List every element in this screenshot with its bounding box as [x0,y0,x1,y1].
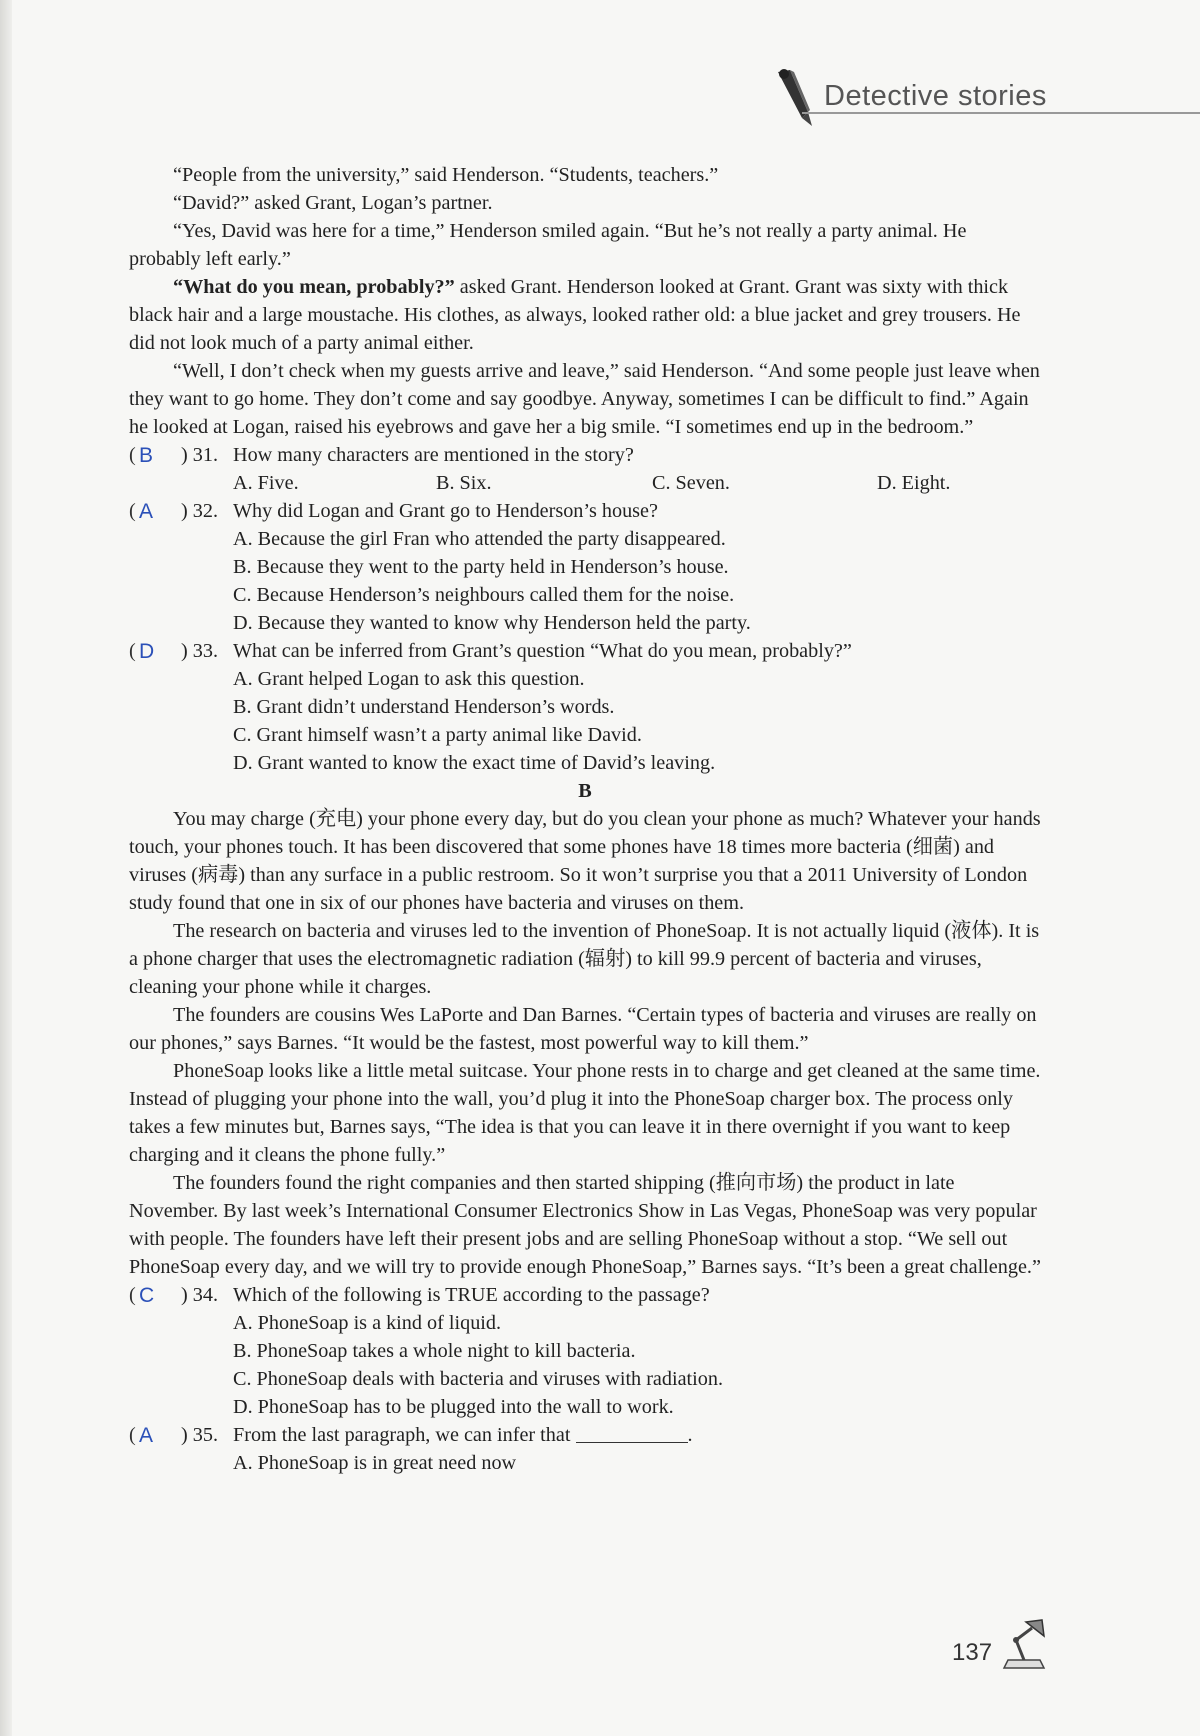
handwritten-answer: C [139,1284,155,1307]
question-number: ) 33. [181,640,219,662]
page-edge-shadow [0,0,12,1736]
question-number: ) 34. [181,1284,219,1306]
question-32 [129,497,1041,525]
handwritten-answer: A [139,1424,154,1447]
option: C. PhoneSoap deals with bacteria and viruses with radiation. [233,1368,724,1390]
question-34 [129,1281,1041,1309]
paragraph-text: asked Grant. Henderson looked at Grant. Grant was sixty with thick black hair and a large moustache. His clothes, as always, looked rather old: a blue jacket and grey trousers. He did not look much of a party animal either. [129,276,1021,354]
option: A. PhoneSoap is a kind of liquid. [233,1312,502,1334]
page-number: 137 [952,1639,993,1666]
paren: ( [129,1284,136,1306]
option: A. Because the girl Fran who attended the party disappeared. [233,528,726,550]
paragraph: “Yes, David was here for a time,” Henderson smiled again. “But he’s not really a party animal. He probably left early.” [129,220,967,270]
answer-box [129,637,155,665]
question-text-end: . [687,1424,693,1446]
paren: ( [129,1424,136,1446]
bold-quote: “What do you mean, probably?” [173,276,455,298]
option: A. PhoneSoap is in great need now [233,1452,517,1474]
header-rule [802,112,1200,114]
option: C. Grant himself wasn’t a party animal like David. [233,724,642,746]
page-header [772,68,1200,128]
paren: ( [129,640,136,662]
paragraph: PhoneSoap looks like a little metal suitcase. Your phone rests in to charge and get cleaned at the same time. Instead of plugging your phone into the wall, you’d plug it into the PhoneSoap charger box. The process only takes a few minutes but, Barnes says, “The idea is that you can leave it in there overnight if you want to keep charging and it cleans the phone fully.” [129,1060,1041,1166]
paren: ( [129,444,136,466]
header-title: Detective stories [824,80,1047,112]
handwritten-answer: A [139,500,154,523]
question-text: How many characters are mentioned in the story? [233,444,634,466]
answer-box [129,441,154,469]
question-35 [129,1421,1041,1449]
option: D. Eight. [877,472,951,494]
question-number: ) 32. [181,500,219,522]
book-page [12,0,1200,1736]
option: D. Because they wanted to know why Henderson held the party. [233,612,751,634]
paragraph: “David?” asked Grant, Logan’s partner. [173,192,493,214]
answer-box [129,1281,155,1309]
option-row [129,469,1041,497]
option: C. Seven. [652,472,730,494]
question-text: What can be inferred from Grant’s question “What do you mean, probably?” [233,640,852,662]
question-text: From the last paragraph, we can infer that [233,1424,571,1446]
paragraph: “People from the university,” said Henderson. “Students, teachers.” [173,164,719,186]
option: A. Grant helped Logan to ask this question. [233,668,585,690]
option: B. Grant didn’t understand Henderson’s words. [233,696,615,718]
desk-lamp-icon [998,1616,1050,1674]
paragraph: The research on bacteria and viruses led to the invention of PhoneSoap. It is not actually liquid (液体). It is a phone charger that uses the electromagnetic radiation (辐射) to kill 99.9 percent of bacteria and viruses, cleaning your phone while it charges. [129,920,1040,998]
answer-box [129,497,154,525]
handwritten-answer: B [139,444,154,467]
paren: ( [129,500,136,522]
page-content [129,161,1041,1477]
answer-box [129,1421,154,1449]
paragraph [129,273,1041,357]
paragraph: The founders are cousins Wes LaPorte and Dan Barnes. “Certain types of bacteria and viruses are really on our phones,” says Barnes. “It would be the fastest, most powerful way to kill them.” [129,1004,1037,1054]
option: C. Because Henderson’s neighbours called them for the noise. [233,584,735,606]
answer-blank[interactable] [576,1424,688,1443]
question-number: ) 31. [181,444,219,466]
option: B. Six. [436,472,492,494]
question-number: ) 35. [181,1424,219,1446]
option: B. Because they went to the party held in Henderson’s house. [233,556,729,578]
option: D. Grant wanted to know the exact time of David’s leaving. [233,752,716,774]
paragraph: You may charge (充电) your phone every day, but do you clean your phone as much? Whatever your hands touch, your phones touch. It has been discovered that some phones have 18 times more bacteria (细菌) and viruses (病毒) than any surface in a public restroom. So it won’t surprise you that a 2011 University of London study found that one in six of our phones have bacteria and viruses on them. [129,808,1041,914]
question-33 [129,637,1041,665]
pen-icon [772,68,818,128]
section-heading: B [578,780,592,802]
option: D. PhoneSoap has to be plugged into the wall to work. [233,1396,674,1418]
handwritten-answer: D [139,640,155,663]
question-text: Why did Logan and Grant go to Henderson’s house? [233,500,658,522]
paragraph: The founders found the right companies and then started shipping (推向市场) the product in late November. By last week’s International Consumer Electronics Show in Las Vegas, PhoneSoap was very popular with people. The founders have left their present jobs and are selling PhoneSoap without a stop. “We sell out PhoneSoap every day, and we will try to provide enough PhoneSoap,” Barnes says. “It’s been a great challenge.” [129,1172,1041,1278]
paragraph: “Well, I don’t check when my guests arrive and leave,” said Henderson. “And some people just leave when they want to go home. They don’t come and say goodbye. Anyway, sometimes I can be difficult to find.” Again he looked at Logan, raised his eyebrows and gave her a big smile. “I sometimes end up in the bedroom.” [129,360,1040,438]
option: B. PhoneSoap takes a whole night to kill bacteria. [233,1340,636,1362]
option: A. Five. [233,472,299,494]
question-text: Which of the following is TRUE according to the passage? [233,1284,710,1306]
question-31 [129,441,1041,469]
